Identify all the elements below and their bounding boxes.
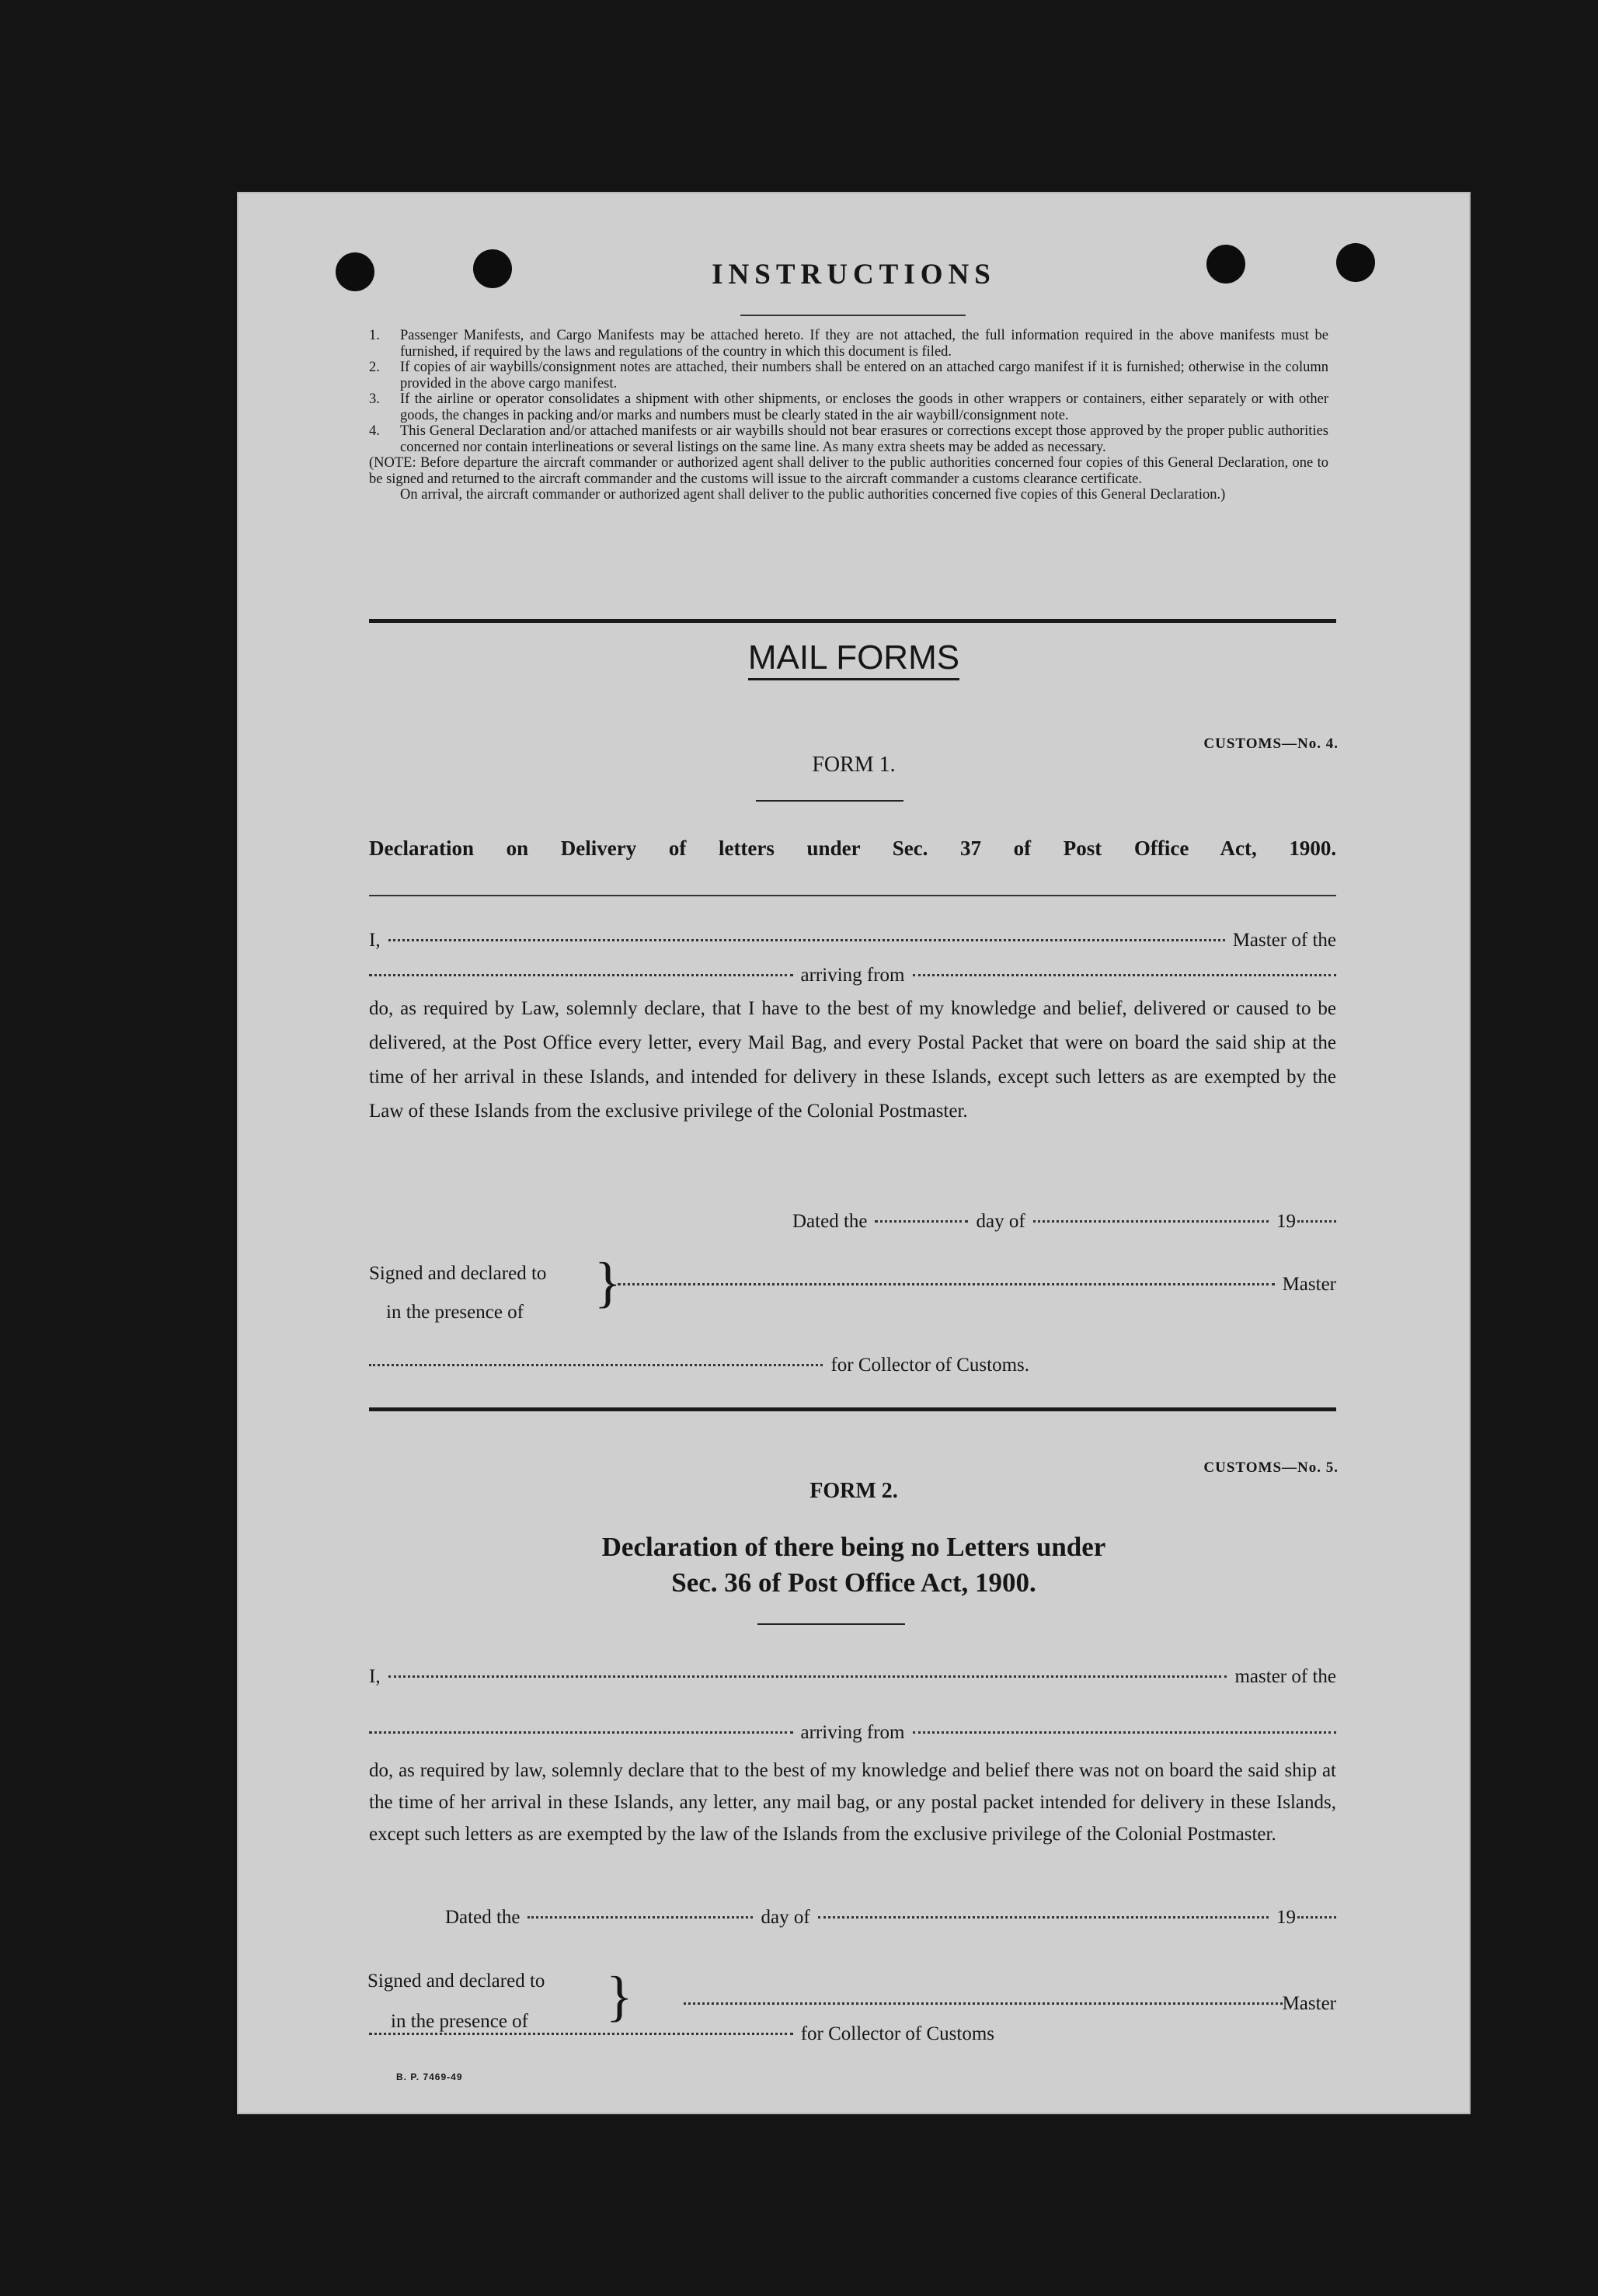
month-field[interactable] [1033,1220,1269,1223]
master-signature-field[interactable] [684,2002,1283,2005]
collector-signature-field[interactable] [369,2033,793,2035]
form2-collector-line: for Collector of Customs [369,2023,994,2045]
month-field[interactable] [818,1916,1269,1919]
form1-paragraph: do, as required by Law, solemnly declare, that I have to the best of my knowledge and belief, delivered or caused to be delivered, at the Post Office every letter, every Mail Bag, and every Postal Packet that were on board the said ship at the time of her arrival in these Islands, and intended for delivery in these Islands, except such letters as are exempted by the Law of these Islands from the exclusive privilege of the Colonial Postmaster. [369,998,1336,1122]
form-title: FORM 1. [812,753,896,777]
instruction-item: 4. This General Declaration and/or attached manifests or air waybills should not bear erasures or corrections except those approved by the proper public authorities concerned nor contain interlineations or several listings on the same line. As many extra sheets may be added as necessary. [369,423,1328,455]
instructions-list [369,328,1328,503]
instruction-item: 2. If copies of air waybills/consignment notes are attached, their numbers shall be entered on an attached cargo manifest if it is furnished; otherwise in the column provided in the above cargo manifest. [369,360,1328,391]
instructions-note: (NOTE: Before departure the aircraft commander or authorized agent shall deliver to the public authorities concerned four copies of this General Declaration, one to be signed and returned to the aircraft commander and the customs will issue to the aircraft commander a customs clearance certificate. [369,455,1328,487]
form-title: FORM 2. [809,1479,898,1503]
form1-master-signature-line: Master [618,1274,1336,1296]
form1-master-line: I, Master of the [369,930,1336,951]
year-field[interactable] [1297,1916,1336,1919]
dated-field[interactable] [527,1916,753,1919]
master-signature-field[interactable] [618,1283,1275,1285]
form2-arriving-line: arriving from [369,1722,1336,1744]
form1-declaration-heading: Declaration on Delivery of letters under Sec. 37 of Post Office Act, 1900. [369,837,1337,860]
collector-signature-field[interactable] [369,1364,823,1366]
form2-declaration-heading: Declaration of there being no Letters under Sec. 36 of Post Office Act, 1900. [601,1532,1106,1598]
form1-dated-line: Dated the day of 19 [792,1211,1336,1233]
customs-number: CUSTOMS—No. 4. [1203,736,1339,752]
form1-signed-label: Signed and declared to in the presence of [369,1263,547,1323]
section-divider [369,1407,1336,1411]
form2-master-line: I, master of the [369,1666,1336,1687]
arriving-from-field[interactable] [913,1731,1337,1734]
form-title-rule [757,1623,905,1625]
form2-signed-label: Signed and declared to in the presence of [367,1971,545,2032]
form2-paragraph: do, as required by law, solemnly declare that to the best of my knowledge and belief there was not on board the said ship at the time of her arrival in these Islands, any letter, any mail bag, or any postal packet intended for delivery in these Islands, except such letters as are exempted by the law of the Islands from the exclusive privilege of the Colonial Postmaster. [369,1760,1336,1845]
ship-name-field[interactable] [369,974,793,976]
brace: } [606,1965,633,2027]
mail-forms-title: MAIL FORMS [237,638,1471,677]
arriving-from-field[interactable] [913,974,1337,976]
year-field[interactable] [1297,1220,1336,1223]
master-name-field[interactable] [388,939,1225,941]
form-print-code: B. P. 7469-49 [396,2072,463,2082]
form1-arriving-line: arriving from [369,965,1336,986]
declaration-rule [369,895,1336,896]
ship-name-field[interactable] [369,1731,793,1734]
customs-number: CUSTOMS—No. 5. [1203,1459,1339,1476]
form-title-rule [756,800,903,802]
instructions-underline [740,315,966,316]
instruction-item: 3. If the airline or operator consolidates a shipment with other shipments, or encloses the goods in other wrappers or containers, either separately or with other goods, the changes in packing and/or marks and numbers must be clearly stated in the air waybill/consignment note. [369,391,1328,423]
instructions-note-arrival: On arrival, the aircraft commander or authorized agent shall deliver to the public authorities concerned five copies of this General Declaration.) [400,487,1226,503]
document-page [237,192,1471,2114]
brace: } [594,1251,621,1313]
instruction-item: 1. Passenger Manifests, and Cargo Manifests may be attached hereto. If they are not attached, the full information required in the above manifests must be furnished, if required by the laws and regulations of the country in which this document is filed. [369,328,1328,360]
master-name-field[interactable] [388,1675,1227,1678]
dated-field[interactable] [875,1220,968,1223]
form2-dated-line: Dated the day of 19 [445,1907,1336,1929]
form1-collector-line: for Collector of Customs. [369,1355,1029,1376]
section-divider [369,619,1336,623]
instructions-title: INSTRUCTIONS [712,259,996,290]
form2-master-signature-line: Master [684,1993,1336,2015]
